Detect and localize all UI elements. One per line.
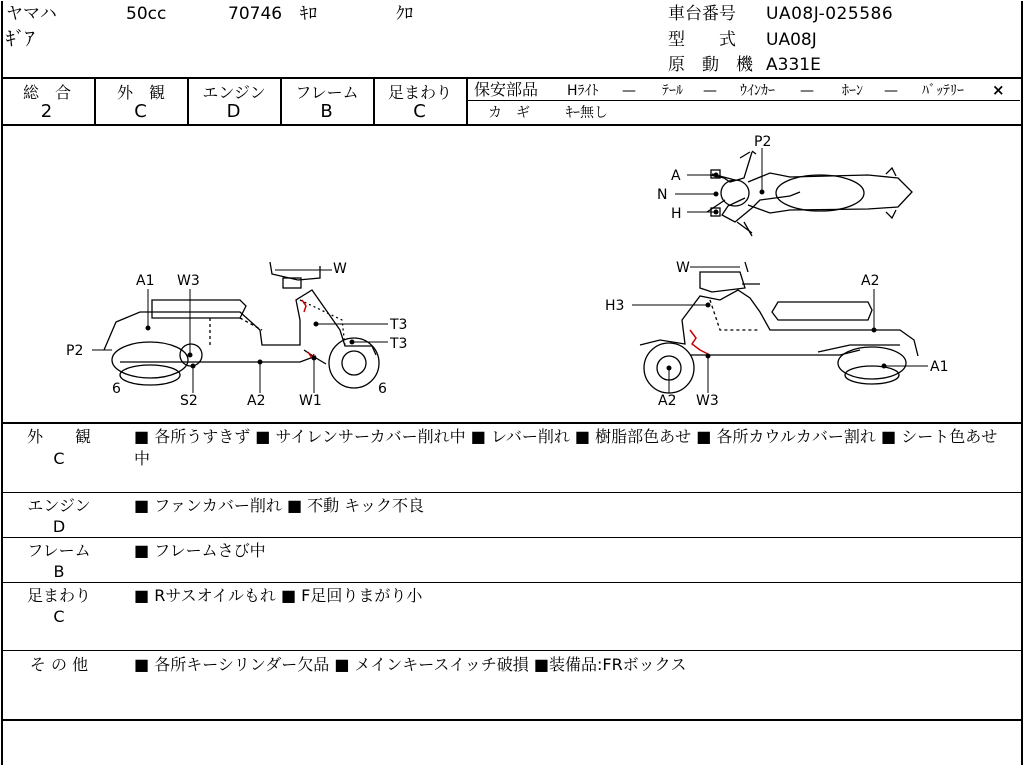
grade-label: エンジン xyxy=(202,83,266,102)
note-label: 足まわり xyxy=(26,586,91,605)
diagram-label: T3 xyxy=(390,317,408,333)
grid-line xyxy=(1,492,1021,493)
safety-item-horn: ﾎｰﾝ xyxy=(842,83,863,99)
note-text: ■ 各所うすきず ■ サイレンサーカバー削れ中 ■ レバー削れ ■ 樹脂部色あせ ■ 各所カウルカバー割れ ■ シート色あせ中 xyxy=(134,427,998,468)
crack-mark xyxy=(690,330,708,354)
mileage: 70746 xyxy=(228,4,283,24)
diagram-label: P2 xyxy=(66,343,84,359)
engine-value: A331E xyxy=(766,55,821,75)
diagram-label: A xyxy=(671,168,681,184)
chassis-value: UA08J-025586 xyxy=(766,4,894,24)
diagram-label: A2 xyxy=(247,393,266,409)
diagram-label: 6 xyxy=(112,381,121,397)
engine-label: 原 動 機 xyxy=(668,55,753,75)
grid-line xyxy=(1,537,1021,538)
model-name: ｷﾞｱ xyxy=(6,28,35,50)
grade-value: B xyxy=(320,101,334,122)
safety-mark: — xyxy=(703,83,717,99)
diagram-label: H3 xyxy=(605,298,625,314)
note-grade: C xyxy=(53,449,65,468)
grid-line xyxy=(466,77,468,125)
note-label: そ の 他 xyxy=(29,655,89,674)
safety-item-battery: ﾊﾞｯﾃﾘｰ xyxy=(922,83,964,99)
grid-line xyxy=(468,100,1020,101)
note-grade: B xyxy=(53,562,65,581)
diagram-label: W1 xyxy=(299,393,322,409)
mileage-unit: ｷﾛ xyxy=(300,4,317,24)
safety-title: 保安部品 xyxy=(474,80,539,99)
grid-line xyxy=(1,582,1021,583)
diagram-label: A2 xyxy=(861,273,880,289)
diagram-label: 6 xyxy=(378,381,387,397)
key-label: カ ギ xyxy=(488,105,530,121)
diagram-label: T3 xyxy=(390,336,408,352)
grade-label: 足まわり xyxy=(387,83,452,102)
diagram-label: W xyxy=(333,261,347,277)
note-text: ■ ファンカバー削れ ■ 不動 キック不良 xyxy=(134,496,424,515)
grade-label: 総 合 xyxy=(22,83,71,102)
grade-label: フレーム xyxy=(295,83,359,102)
diagram-label: W3 xyxy=(696,393,719,409)
diagram-label: P2 xyxy=(754,134,772,150)
note-label: 外 観 xyxy=(26,427,91,446)
crack-mark xyxy=(302,300,306,312)
note-label: エンジン xyxy=(27,496,91,515)
grade-value: D xyxy=(226,101,242,122)
scooter-top-view xyxy=(707,151,912,236)
diagram-label: W3 xyxy=(177,273,200,289)
damage-diagram xyxy=(0,126,1020,422)
note-text: ■ Rサスオイルもれ ■ F足回りまがり小 xyxy=(134,586,423,605)
safety-mark: — xyxy=(622,83,636,99)
grid-line xyxy=(1,422,1021,424)
safety-item-headlight: Hﾗｲﾄ xyxy=(567,83,599,99)
note-label: フレーム xyxy=(27,541,91,560)
note-grade: D xyxy=(52,517,66,536)
grid-line xyxy=(1,77,1021,79)
diagram-label: A1 xyxy=(930,359,949,375)
type-label: 型 式 xyxy=(668,30,736,50)
diagram-label: H xyxy=(671,206,682,222)
note-text: ■ 各所キーシリンダー欠品 ■ メインキースイッチ破損 ■装備品:FRボックス xyxy=(134,655,687,674)
note-text: ■ フレームさび中 xyxy=(134,541,266,560)
diagram-label: S2 xyxy=(180,393,198,409)
diagram-label: A1 xyxy=(136,273,155,289)
diagram-label: W xyxy=(676,260,690,276)
displacement: 50cc xyxy=(126,4,167,24)
grid-line xyxy=(1,719,1021,721)
type-value: UA08J xyxy=(766,30,817,50)
key-value: ｷｰ無し xyxy=(566,105,608,121)
diagram-label: N xyxy=(657,187,668,203)
chassis-label: 車台番号 xyxy=(668,4,736,24)
safety-item-winker: ｳｲﾝｶｰ xyxy=(740,83,775,99)
grid-line xyxy=(1,650,1021,651)
grade-value: 2 xyxy=(40,101,54,122)
leader-lines xyxy=(92,148,928,393)
grade-value: C xyxy=(134,101,148,122)
diagram-label: A2 xyxy=(658,393,677,409)
safety-mark: — xyxy=(884,83,898,99)
safety-mark: — xyxy=(800,83,814,99)
grade-value: C xyxy=(413,101,427,122)
grade-label: 外 観 xyxy=(116,83,165,102)
note-grade: C xyxy=(53,607,65,626)
safety-mark: × xyxy=(992,81,1005,99)
safety-item-tail: ﾃｰﾙ xyxy=(662,83,683,99)
color: ｸﾛ xyxy=(396,4,413,24)
maker: ヤマハ xyxy=(6,4,57,24)
